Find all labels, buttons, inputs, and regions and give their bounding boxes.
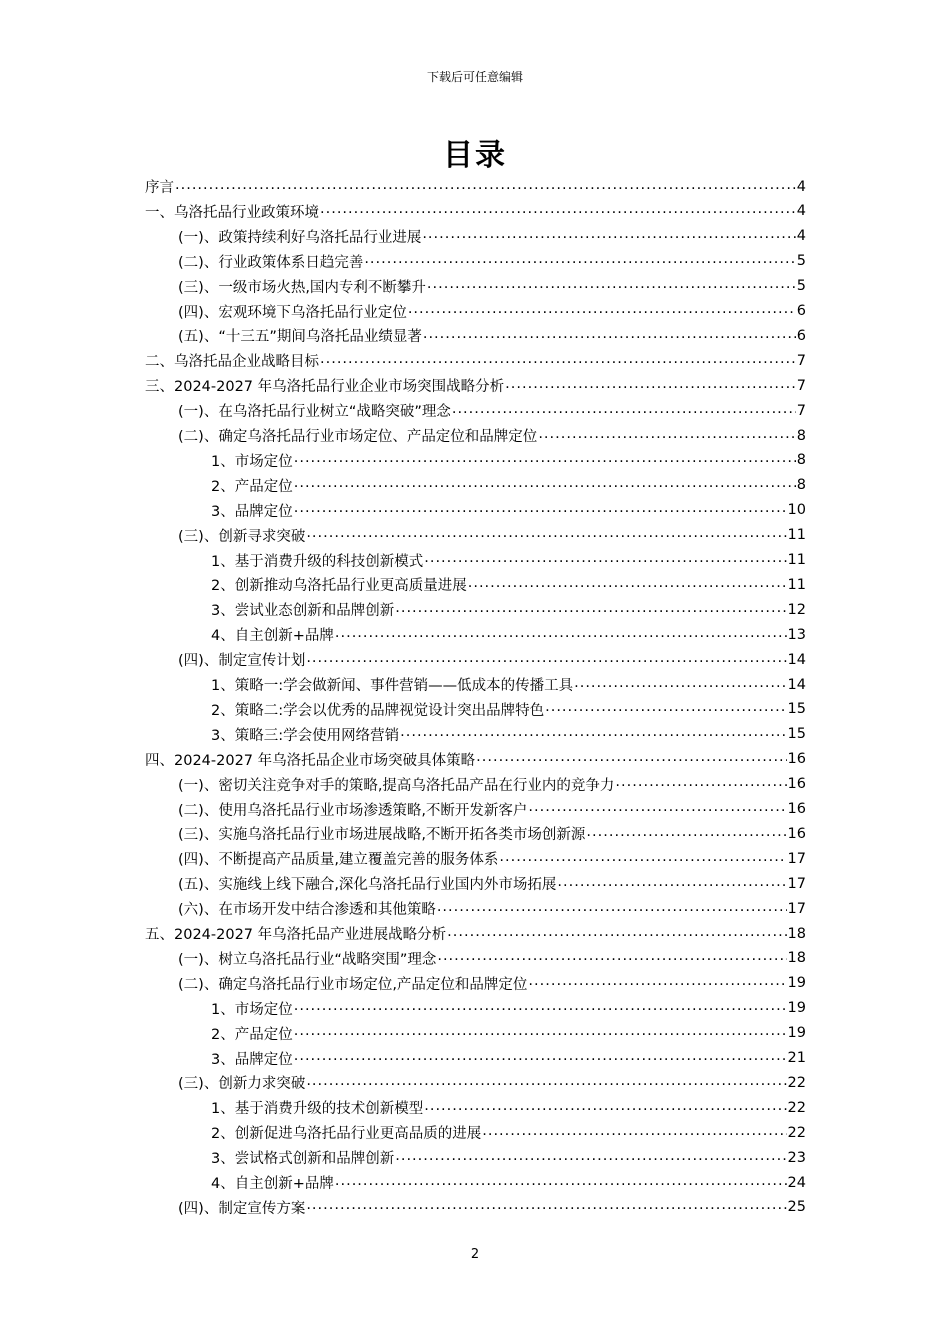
toc-entry-page: 25: [787, 1199, 806, 1216]
toc-entry-page: 22: [787, 1074, 806, 1091]
toc-entry[interactable]: [145, 174, 806, 199]
toc-entry-page: 11: [787, 527, 806, 544]
toc-entry-page: 22: [787, 1124, 806, 1141]
toc-entry-label: 3、策略三:学会使用网络营销: [211, 727, 400, 744]
toc-dot-leader: [505, 376, 796, 392]
toc-dot-leader: [528, 973, 786, 989]
toc-dot-leader: [320, 351, 796, 367]
toc-dot-leader: [364, 251, 795, 267]
toc-entry-label: (二)、确定乌洛托品行业市场定位,产品定位和品牌定位: [178, 976, 528, 993]
toc-entry-page: 4: [796, 203, 806, 220]
toc-entry[interactable]: [178, 797, 806, 822]
toc-entry-label: (一)、密切关注竞争对手的策略,提高乌洛托品产品在行业内的竞争力: [178, 777, 615, 794]
toc-dot-leader: [452, 401, 796, 417]
toc-entry-label: 五、2024-2027 年乌洛托品产业进展战略分析: [145, 927, 447, 943]
toc-entry[interactable]: [178, 971, 806, 996]
toc-entry-label: (四)、宏观环境下乌洛托品行业定位: [178, 304, 407, 321]
toc-dot-leader: [335, 1173, 787, 1189]
toc-entry[interactable]: [211, 722, 806, 747]
toc-entry-label: (五)、“十三五”期间乌洛托品业绩显著: [178, 329, 422, 346]
toc-entry-page: 16: [787, 751, 806, 768]
toc-entry[interactable]: [145, 921, 806, 946]
toc-entry[interactable]: [211, 996, 806, 1021]
toc-entry-page: 7: [796, 352, 806, 369]
toc-entry-page: 18: [787, 950, 806, 967]
toc-dot-leader: [408, 301, 796, 317]
toc-entry[interactable]: [178, 523, 806, 548]
toc-entry-page: 4: [796, 228, 806, 245]
toc-dot-leader: [423, 326, 796, 342]
toc-dot-leader: [615, 774, 786, 790]
toc-entry[interactable]: [145, 348, 806, 373]
toc-dot-leader: [437, 899, 787, 915]
toc-entry-page: 19: [787, 1000, 806, 1017]
toc-entry[interactable]: [178, 398, 806, 423]
toc-dot-leader: [427, 276, 796, 292]
page-header-note: 下载后可任意编辑: [426, 70, 523, 84]
toc-entry-label: 3、品牌定位: [211, 1051, 293, 1068]
toc-entry-label: (四)、制定宣传计划: [178, 653, 306, 670]
toc-entry-page: 19: [787, 1025, 806, 1042]
toc-dot-leader: [574, 675, 786, 691]
toc-entry-label: 序言: [145, 180, 174, 196]
toc-entry-page: 13: [787, 626, 806, 643]
toc-dot-leader: [422, 226, 795, 242]
toc-entry[interactable]: [211, 672, 806, 697]
toc-entry[interactable]: [211, 622, 806, 647]
page-number: 2: [470, 1247, 480, 1262]
toc-entry[interactable]: [178, 249, 806, 274]
toc-entry-label: 2、策略二:学会以优秀的品牌视觉设计突出品牌特色: [211, 702, 545, 719]
toc-entry-label: 2、产品定位: [211, 1026, 293, 1043]
toc-dot-leader: [557, 874, 786, 890]
toc-entry-page: 17: [787, 875, 806, 892]
toc-entry-page: 4: [796, 178, 806, 195]
toc-dot-leader: [294, 1048, 787, 1064]
toc-entry-page: 24: [787, 1174, 806, 1191]
toc-entry-page: 16: [787, 776, 806, 793]
toc-entry[interactable]: [211, 1095, 806, 1120]
toc-entry-label: (三)、一级市场火热,国内专利不断攀升: [178, 279, 426, 296]
toc-entry-label: 3、尝试业态创新和品牌创新: [211, 603, 395, 620]
toc-entry[interactable]: [178, 1195, 806, 1220]
toc-dot-leader: [468, 575, 787, 591]
toc-entry[interactable]: [178, 821, 806, 846]
toc-entry-page: 23: [787, 1149, 806, 1166]
toc-entry-page: 14: [787, 676, 806, 693]
toc-entry-label: (一)、政策持续利好乌洛托品行业进展: [178, 229, 422, 246]
toc-dot-leader: [294, 998, 787, 1014]
toc-entry-label: 一、乌洛托品行业政策环境: [145, 204, 319, 221]
toc-entry-page: 11: [787, 576, 806, 593]
toc-entry[interactable]: [145, 373, 806, 398]
toc-entry-label: 1、基于消费升级的科技创新模式: [211, 553, 424, 570]
toc-entry[interactable]: [178, 1070, 806, 1095]
toc-dot-leader: [528, 799, 786, 815]
toc-entry-label: (二)、行业政策体系日趋完善: [178, 254, 364, 271]
toc-entry-page: 22: [787, 1099, 806, 1116]
toc-entry-page: 6: [796, 327, 806, 344]
toc-entry-page: 15: [787, 701, 806, 718]
toc-dot-leader: [476, 749, 786, 765]
toc-entry[interactable]: [178, 299, 806, 324]
toc-entry-page: 16: [787, 801, 806, 817]
toc-entry-page: 15: [787, 726, 806, 743]
toc-entry-page: 17: [787, 850, 806, 867]
toc-entry[interactable]: [211, 572, 806, 597]
toc-entry-page: 19: [787, 975, 806, 992]
toc-entry-label: 二、乌洛托品企业战略目标: [145, 354, 319, 371]
toc-entry-label: (五)、实施线上线下融合,深化乌洛托品行业国内外市场拓展: [178, 877, 557, 894]
toc-entry-label: 3、尝试格式创新和品牌创新: [211, 1151, 395, 1168]
toc-entry-label: 1、市场定位: [211, 453, 293, 470]
toc-dot-leader: [424, 550, 786, 566]
toc-entry-page: 8: [796, 452, 806, 469]
toc-entry-label: 2、创新促进乌洛托品行业更高品质的进展: [211, 1126, 482, 1143]
toc-entry-page: 14: [787, 651, 806, 668]
toc-dot-leader: [306, 525, 786, 541]
toc-title: 目录: [443, 138, 507, 173]
toc-dot-leader: [306, 1073, 786, 1089]
toc-entry[interactable]: [178, 274, 806, 299]
toc-entry[interactable]: [211, 1021, 806, 1046]
toc-entry[interactable]: [178, 772, 806, 797]
toc-entry[interactable]: [178, 224, 806, 249]
toc-dot-leader: [586, 824, 786, 840]
toc-entry-label: 2、产品定位: [211, 478, 293, 495]
toc-entry-page: 16: [787, 825, 806, 842]
toc-entry[interactable]: [178, 946, 806, 971]
toc-entry-label: 三、2024-2027 年乌洛托品行业企业市场突围战略分析: [145, 379, 505, 396]
toc-entry-page: 7: [796, 377, 806, 394]
toc-entry[interactable]: [178, 423, 806, 448]
toc-entry-page: 17: [787, 900, 806, 917]
toc-entry-label: (一)、在乌洛托品行业树立“战略突破”理念: [178, 404, 451, 421]
toc-dot-leader: [424, 1098, 786, 1114]
toc-dot-leader: [294, 500, 787, 516]
toc-dot-leader: [482, 1123, 786, 1139]
toc-entry-label: 4、自主创新+品牌: [211, 1176, 334, 1192]
toc-dot-leader: [294, 475, 796, 491]
toc-entry[interactable]: [211, 498, 806, 523]
toc-entry[interactable]: [211, 448, 806, 473]
toc-entry[interactable]: [211, 1120, 806, 1145]
toc-entry[interactable]: [211, 1145, 806, 1170]
toc-entry-label: 3、品牌定位: [211, 503, 293, 520]
toc-entry-label: 1、基于消费升级的技术创新模型: [211, 1101, 424, 1118]
toc-entry-label: (三)、创新寻求突破: [178, 528, 306, 545]
toc-entry-label: 四、2024-2027 年乌洛托品企业市场突破具体策略: [145, 752, 476, 769]
toc-dot-leader: [335, 625, 787, 641]
toc-entry-label: 4、自主创新+品牌: [211, 628, 334, 645]
toc-dot-leader: [395, 1148, 786, 1164]
toc-entry[interactable]: [145, 199, 806, 224]
toc-entry[interactable]: [211, 597, 806, 622]
toc-entry-label: (四)、制定宣传方案: [178, 1200, 306, 1217]
toc-entry[interactable]: [211, 1170, 806, 1195]
toc-entry[interactable]: [178, 846, 806, 871]
toc-entry[interactable]: [145, 747, 806, 772]
toc-entry-label: (三)、创新力求突破: [178, 1076, 306, 1093]
toc-entry[interactable]: [178, 871, 806, 896]
toc-entry-label: 1、市场定位: [211, 1001, 293, 1018]
toc-entry-page: 10: [787, 502, 806, 519]
toc-dot-leader: [499, 849, 786, 865]
toc-entry-label: (三)、实施乌洛托品行业市场进展战略,不断开拓各类市场创新源: [178, 827, 586, 844]
toc-entry-label: (二)、确定乌洛托品行业市场定位、产品定位和品牌定位: [178, 429, 538, 445]
toc-entry-page: 5: [796, 253, 806, 270]
toc-entry[interactable]: [211, 697, 806, 722]
toc-entry-label: (四)、不断提高产品质量,建立覆盖完善的服务体系: [178, 852, 499, 869]
toc-entry-page: 8: [796, 477, 806, 494]
toc-entry-page: 11: [787, 552, 806, 568]
toc-entry-page: 7: [796, 402, 806, 419]
toc-dot-leader: [545, 699, 786, 715]
toc-entry-page: 8: [796, 427, 806, 444]
toc-entry-page: 6: [796, 303, 806, 319]
toc-entry[interactable]: [211, 1046, 806, 1071]
toc-dot-leader: [294, 450, 796, 466]
toc-entry-label: (六)、在市场开发中结合渗透和其他策略: [178, 902, 436, 919]
toc-entry-page: 18: [787, 925, 806, 942]
toc-dot-leader: [306, 1197, 786, 1213]
toc-entry[interactable]: [178, 323, 806, 348]
toc-dot-leader: [437, 948, 786, 964]
toc-entry[interactable]: [211, 548, 806, 573]
toc-dot-leader: [538, 426, 795, 442]
toc-entry[interactable]: [178, 896, 806, 921]
toc-dot-leader: [320, 201, 796, 217]
toc-dot-leader: [294, 1023, 787, 1039]
toc-entry-label: (一)、树立乌洛托品行业“战略突围”理念: [178, 951, 437, 968]
toc-dot-leader: [400, 724, 786, 740]
toc-entry-label: (二)、使用乌洛托品行业市场渗透策略,不断开发新客户: [178, 802, 528, 819]
toc-entry[interactable]: [211, 473, 806, 498]
toc-entry-page: 12: [787, 601, 806, 618]
toc-entry-page: 21: [787, 1050, 806, 1066]
toc-entry-label: 1、策略一:学会做新闻、事件营销——低成本的传播工具: [211, 678, 574, 694]
toc-dot-leader: [175, 177, 796, 193]
toc-entry-label: 2、创新推动乌洛托品行业更高质量进展: [211, 578, 467, 595]
toc-dot-leader: [306, 650, 786, 666]
toc-entry[interactable]: [178, 647, 806, 672]
toc-dot-leader: [447, 924, 786, 940]
toc-entry-page: 5: [796, 278, 806, 295]
toc-dot-leader: [395, 600, 786, 616]
